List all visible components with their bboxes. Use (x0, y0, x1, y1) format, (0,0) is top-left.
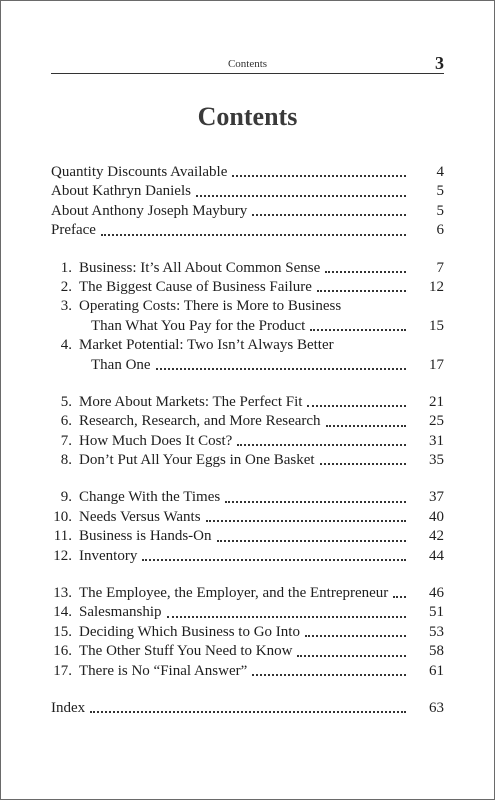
page-number-ref: 58 (429, 643, 444, 660)
chapter-number: 4. (60, 337, 72, 354)
entry-title: Than One (91, 356, 151, 373)
page-number-ref: 7 (436, 259, 444, 276)
toc-entry (51, 393, 444, 412)
toc-entry (51, 584, 444, 603)
entry-title: Business is Hands-On (79, 528, 212, 545)
toc-entry (51, 297, 444, 316)
group-spacer (51, 375, 444, 393)
page-number-ref: 12 (429, 278, 444, 295)
page-number-ref: 17 (429, 356, 444, 373)
dot-leader (225, 501, 406, 503)
page-number-ref: 40 (429, 508, 444, 525)
page-number-ref: 31 (429, 432, 444, 449)
chapter-number: 2. (60, 278, 72, 295)
toc-entry-continuation (51, 356, 444, 375)
page-number-ref: 42 (429, 528, 444, 545)
dot-leader (217, 540, 406, 542)
page-number-ref: 51 (429, 604, 444, 621)
toc-entry (51, 508, 444, 527)
page-title: Contents (197, 102, 298, 131)
toc-entry (51, 182, 444, 201)
chapter-number: 12. (53, 547, 72, 564)
page-number-ref: 35 (429, 452, 444, 469)
toc-entry (51, 451, 444, 470)
dot-leader (252, 214, 406, 216)
page-number-ref: 5 (436, 202, 444, 219)
dot-leader (252, 674, 406, 676)
entry-title: Than What You Pay for the Product (91, 317, 306, 334)
entry-title: The Biggest Cause of Business Failure (79, 278, 312, 295)
chapter-number: 7. (60, 432, 72, 449)
toc-entry (51, 336, 444, 355)
entry-title: Operating Costs: There is More to Business (79, 298, 342, 315)
page-number-ref: 4 (436, 164, 444, 180)
chapter-number: 5. (60, 393, 72, 410)
dot-leader (237, 444, 406, 446)
dot-leader (142, 559, 406, 561)
entry-title: Quantity Discounts Available (51, 164, 228, 180)
page-number-ref: 21 (429, 393, 444, 410)
toc-entry (51, 259, 444, 278)
toc-entry (51, 547, 444, 566)
entry-title: Research, Research, and More Research (79, 413, 321, 430)
toc-entry (51, 432, 444, 451)
entry-title: Deciding Which Business to Go Into (79, 623, 300, 640)
entry-title: There is No “Final Answer” (79, 662, 248, 679)
entry-title: How Much Does It Cost? (79, 432, 233, 449)
page-number-ref: 15 (429, 317, 444, 334)
dot-leader (196, 195, 406, 197)
entry-title: The Employee, the Employer, and the Entrepreneur (79, 585, 389, 602)
toc-entry (51, 623, 444, 642)
toc-entry (51, 163, 444, 182)
group-spacer (51, 681, 444, 699)
dot-leader (310, 329, 406, 331)
chapter-number: 15. (53, 623, 72, 640)
chapter-number: 10. (53, 508, 72, 525)
page-number-ref: 6 (436, 222, 444, 239)
entry-title: Needs Versus Wants (79, 508, 201, 525)
toc-entry (51, 662, 444, 681)
entry-title: More About Markets: The Perfect Fit (79, 393, 303, 410)
running-head (51, 53, 444, 75)
toc-entry (51, 221, 444, 240)
header-rule (51, 73, 444, 74)
toc-entry-continuation (51, 317, 444, 336)
chapter-number: 6. (60, 413, 72, 430)
dot-leader (307, 405, 406, 407)
page-number-ref: 5 (436, 183, 444, 200)
toc-entry (51, 699, 444, 718)
entry-title: About Anthony Joseph Maybury (51, 202, 248, 219)
dot-leader (325, 271, 406, 273)
dot-leader (393, 596, 406, 598)
page-number-ref: 63 (429, 699, 444, 716)
entry-title: The Other Stuff You Need to Know (79, 643, 293, 660)
entry-title: Change With the Times (79, 489, 221, 506)
page-number-ref: 46 (429, 585, 444, 602)
chapter-number: 11. (53, 528, 72, 545)
page-number-ref: 61 (429, 662, 444, 679)
page-number-ref: 44 (429, 547, 444, 564)
dot-leader (90, 711, 406, 713)
toc-entry (51, 642, 444, 661)
running-head-title: Contents (227, 58, 268, 70)
entry-title: Index (51, 699, 86, 716)
dot-leader (317, 290, 406, 292)
dot-leader (305, 635, 406, 637)
dot-leader (326, 425, 406, 427)
chapter-number: 17. (53, 662, 72, 679)
chapter-number: 3. (60, 298, 72, 315)
entry-title: Salesmanship (79, 604, 162, 621)
entry-title: Market Potential: Two Isn’t Always Better (79, 337, 334, 354)
chapter-number: 13. (53, 585, 72, 602)
chapter-number: 9. (60, 489, 72, 506)
table-of-contents (51, 163, 444, 718)
dot-leader (156, 368, 406, 370)
toc-entry (51, 603, 444, 622)
dot-leader (320, 463, 406, 465)
page-number-ref: 25 (429, 413, 444, 430)
dot-leader (206, 520, 406, 522)
page-number: 3 (435, 53, 444, 73)
entry-title: Business: It’s All About Common Sense (79, 259, 321, 276)
page-number-ref: 53 (429, 623, 444, 640)
toc-entry (51, 527, 444, 546)
group-spacer (51, 241, 444, 259)
group-spacer (51, 470, 444, 488)
chapter-number: 8. (60, 452, 72, 469)
group-spacer (51, 566, 444, 584)
entry-title: Inventory (79, 547, 138, 564)
chapter-number: 14. (53, 604, 72, 621)
dot-leader (101, 234, 406, 236)
chapter-number: 1. (60, 259, 72, 276)
page-number-ref: 37 (429, 489, 444, 506)
entry-title: Preface (51, 222, 96, 239)
entry-title: About Kathryn Daniels (51, 183, 191, 200)
toc-entry (51, 488, 444, 507)
toc-entry (51, 202, 444, 221)
chapter-number: 16. (53, 643, 72, 660)
dot-leader (167, 616, 407, 618)
toc-entry (51, 278, 444, 297)
dot-leader (297, 655, 406, 657)
entry-title: Don’t Put All Your Eggs in One Basket (79, 452, 315, 469)
toc-entry (51, 412, 444, 431)
dot-leader (232, 175, 406, 177)
